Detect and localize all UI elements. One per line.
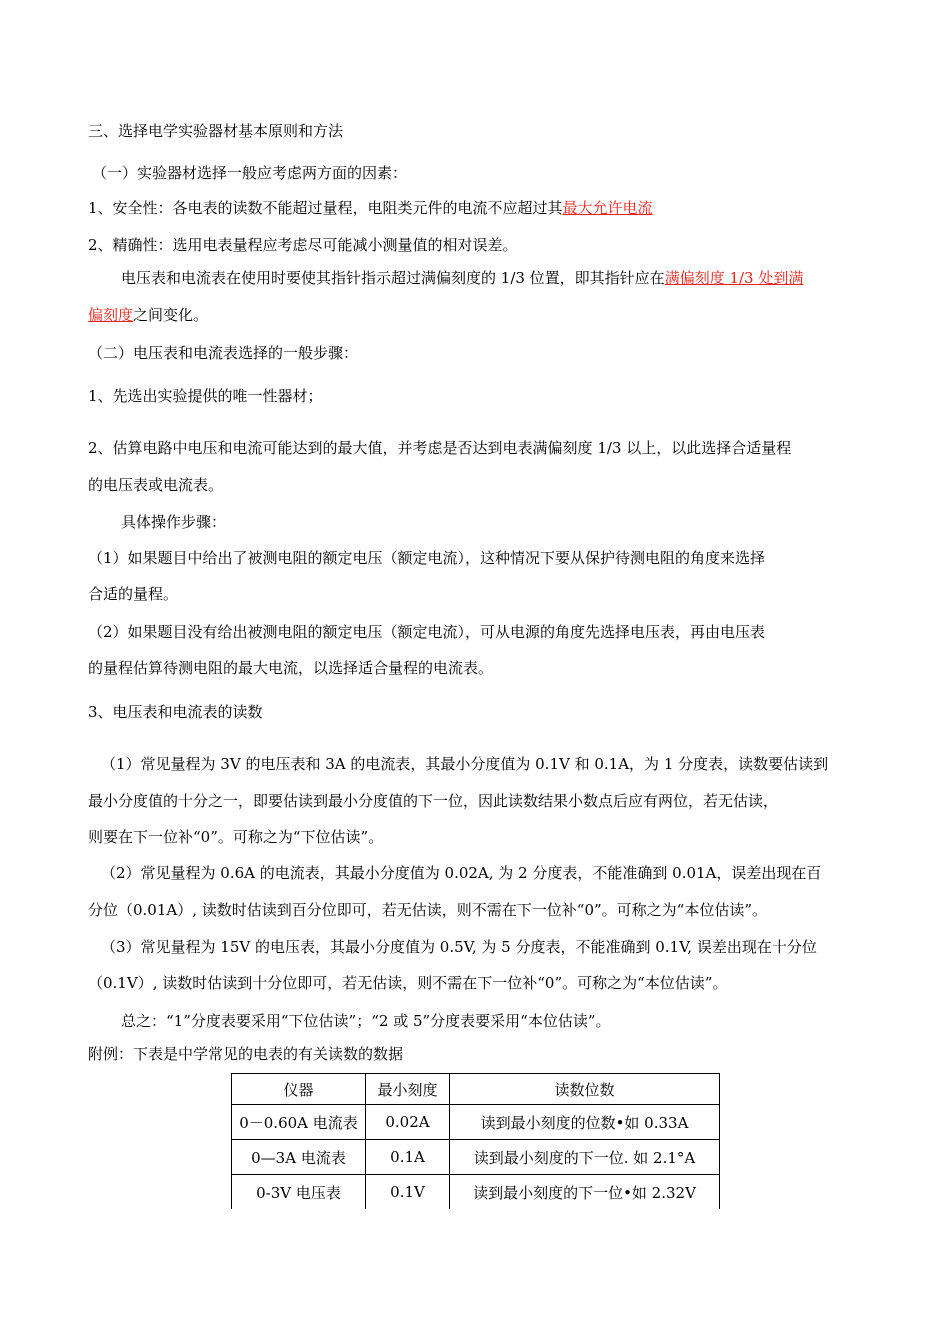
step2-line2: 的电压表或电流表。 <box>88 476 224 494</box>
precision-paragraph: 2、精确性：选用电表量程应考虑尽可能减小测量值的相对误差。 <box>88 236 518 254</box>
table-row <box>232 1105 720 1140</box>
ops-heading: 具体操作步骤： <box>121 513 227 531</box>
read2-line2: 分位（0.01A）, 读数时估读到百分位即可，若无估读，则不需在下一位补“0”。可称之为“本位估读”。 <box>88 901 767 919</box>
safety-text: 1、安全性：各电表的读数不能超过量程，电阻类元件的电流不应超过其 <box>88 199 563 217</box>
pointer-rule-text-2: 之间变化。 <box>133 306 209 324</box>
read2-line1: （2）常见量程为 0.6A 的电流表，其最小分度值为 0.02A, 为 2 分度表，不能准确到 0.01A，误差出现在百 <box>101 864 822 882</box>
op1-line2: 合适的量程。 <box>88 585 179 603</box>
safety-paragraph <box>88 198 653 218</box>
read3-line2: （0.1V）, 读数时估读到十分位即可，若无估读，则不需在下一位补“0”。可称之为“本位估读”。 <box>88 974 728 992</box>
table-cell: 0.02A <box>366 1105 450 1140</box>
sub2-heading: （二）电压表和电流表选择的一般步骤： <box>88 344 359 362</box>
section-title: 三、选择电学实验器材基本原则和方法 <box>88 122 344 140</box>
sub1-heading: （一）实验器材选择一般应考虑两方面的因素： <box>92 164 408 182</box>
op1-line1: （1）如果题目中给出了被测电阻的额定电压（额定电流），这种情况下要从保护待测电阻的角度来选择 <box>88 549 766 567</box>
appendix: 附例：下表是中学常见的电表的有关读数的数据 <box>88 1045 404 1063</box>
pointer-rule-highlight: 满偏刻度 1/3 处到满 <box>664 269 804 287</box>
op2-line2: 的量程估算待测电阻的最大电流，以选择适合量程的电流表。 <box>88 659 494 677</box>
table-header: 读数位数 <box>450 1074 720 1105</box>
read1-line2: 最小分度值的十分之一，即要估读到最小分度值的下一位，因此读数结果小数点后应有两位，若无估读， <box>88 792 779 810</box>
read1-line1: （1）常见量程为 3V 的电压表和 3A 的电流表，其最小分度值为 0.1V 和 0.1A，为 1 分度表，读数要估读到 <box>101 755 829 773</box>
pointer-rule-highlight-2: 偏刻度 <box>88 306 134 324</box>
table-header: 最小刻度 <box>366 1074 450 1105</box>
step3: 3、电压表和电流表的读数 <box>88 703 263 721</box>
pointer-rule-line1 <box>121 268 803 288</box>
read1-line3: 则要在下一位补“0”。可称之为“下位估读”。 <box>88 828 384 846</box>
table-cell: 读到最小刻度的下一位. 如 2.1°A <box>450 1140 720 1175</box>
step1: 1、先选出实验提供的唯一性器材； <box>88 387 323 405</box>
table-cell: 0.1V <box>366 1175 450 1210</box>
table-header-row <box>232 1074 720 1105</box>
meter-reading-table <box>231 1073 720 1209</box>
table-cell: 读到最小刻度的下一位•如 2.32V <box>450 1175 720 1210</box>
pointer-rule-line2 <box>88 305 208 325</box>
table-cell: 0-3V 电压表 <box>232 1175 366 1210</box>
table-row <box>232 1175 720 1210</box>
table-cell: 读到最小刻度的位数•如 0.33A <box>450 1105 720 1140</box>
op2-line1: （2）如果题目没有给出被测电阻的额定电压（额定电流），可从电源的角度先选择电压表，再由电压表 <box>88 623 766 641</box>
summary: 总之：“1”分度表要采用“下位估读”；“2 或 5”分度表要采用“本位估读”。 <box>121 1012 611 1030</box>
table-cell: 0.1A <box>366 1140 450 1175</box>
table-row <box>232 1140 720 1175</box>
table-cell: 0－0.60A 电流表 <box>232 1105 366 1140</box>
safety-highlight: 最大允许电流 <box>562 199 653 217</box>
pointer-rule-text: 电压表和电流表在使用时要使其指针指示超过满偏刻度的 1/3 位置，即其指针应在 <box>121 269 665 287</box>
read3-line1: （3）常见量程为 15V 的电压表，其最小分度值为 0.5V, 为 5 分度表，不能准确到 0.1V, 误差出现在十分位 <box>101 938 817 956</box>
step2-line1: 2、估算电路中电压和电流可能达到的最大值，并考虑是否达到电表满偏刻度 1/3 以上，以此选择合适量程 <box>88 439 792 457</box>
table-header: 仪器 <box>232 1074 366 1105</box>
table-cell: 0—3A 电流表 <box>232 1140 366 1175</box>
